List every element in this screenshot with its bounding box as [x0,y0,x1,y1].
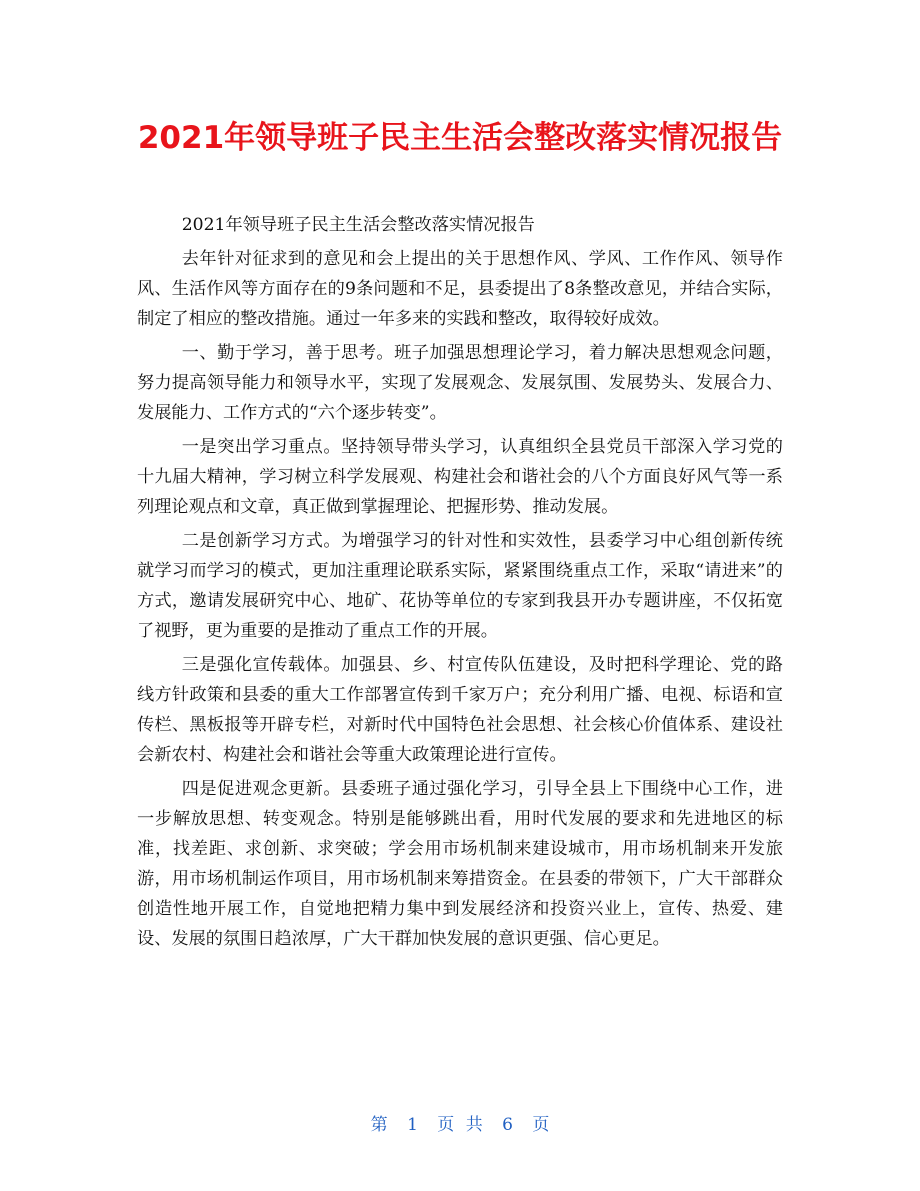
paragraph-point-2: 二是创新学习方式。为增强学习的针对性和实效性，县委学习中心组创新传统就学习而学习的模式，更加注重理论联系实际，紧紧围绕重点工作，采取“请进来”的方式，邀请发展研究中心、地矿、花协等单位的专家到我县开办专题讲座，不仅拓宽了视野，更为重要的是推动了重点工作的开展。 [137,531,783,641]
document-body [137,210,783,958]
footer-prefix: 第 [370,1115,388,1135]
footer-page-number: 1 [407,1115,418,1135]
paragraph-point-4: 四是促进观念更新。县委班子通过强化学习，引导全县上下围绕中心工作，进一步解放思想、转变观念。特别是能够跳出看，用时代发展的要求和先进地区的标准，找差距、求创新、求突破；学会用市场机制来建设城市，用市场机制来开发旅游，用市场机制运作项目，用市场机制来筹措资金。在县委的带领下，广大干部群众创造性地开展工作，自觉地把精力集中到发展经济和投资兴业上，宣传、热爱、建设、发展的氛围日趋浓厚，广大干群加快发展的意识更强、信心更足。 [137,779,783,949]
document-title: 2021年领导班子民主生活会整改落实情况报告 [137,120,783,156]
paragraph-point-1: 一是突出学习重点。坚持领导带头学习，认真组织全县党员干部深入学习党的十九届大精神，学习树立科学发展观、构建社会和谐社会的八个方面良好风气等一系列理论观点和文章，真正做到掌握理论、把握形势、推动发展。 [137,437,783,517]
footer-suffix: 页 [532,1115,550,1135]
paragraph-section-1: 一、勤于学习，善于思考。班子加强思想理论学习，着力解决思想观念问题，努力提高领导能力和领导水平，实现了发展观念、发展氛围、发展势头、发展合力、发展能力、工作方式的“六个逐步转变”。 [137,343,783,423]
footer-total-pages: 6 [502,1115,513,1135]
paragraph-intro: 去年针对征求到的意见和会上提出的关于思想作风、学风、工作作风、领导作风、生活作风等方面存在的9条问题和不足，县委提出了8条整改意见，并结合实际，制定了相应的整改措施。通过一年多来的实践和整改，取得较好成效。 [137,249,783,329]
page-footer [0,1111,920,1139]
paragraph-point-3: 三是强化宣传载体。加强县、乡、村宣传队伍建设，及时把科学理论、党的路线方针政策和县委的重大工作部署宣传到千家万户；充分利用广播、电视、标语和宣传栏、黑板报等开辟专栏，对新时代中国特色社会思想、社会核心价值体系、建设社会新农村、构建社会和谐社会等重大政策理论进行宣传。 [137,655,783,765]
paragraph-subtitle: 2021年领导班子民主生活会整改落实情况报告 [181,215,535,235]
footer-middle: 页 共 [437,1115,483,1135]
